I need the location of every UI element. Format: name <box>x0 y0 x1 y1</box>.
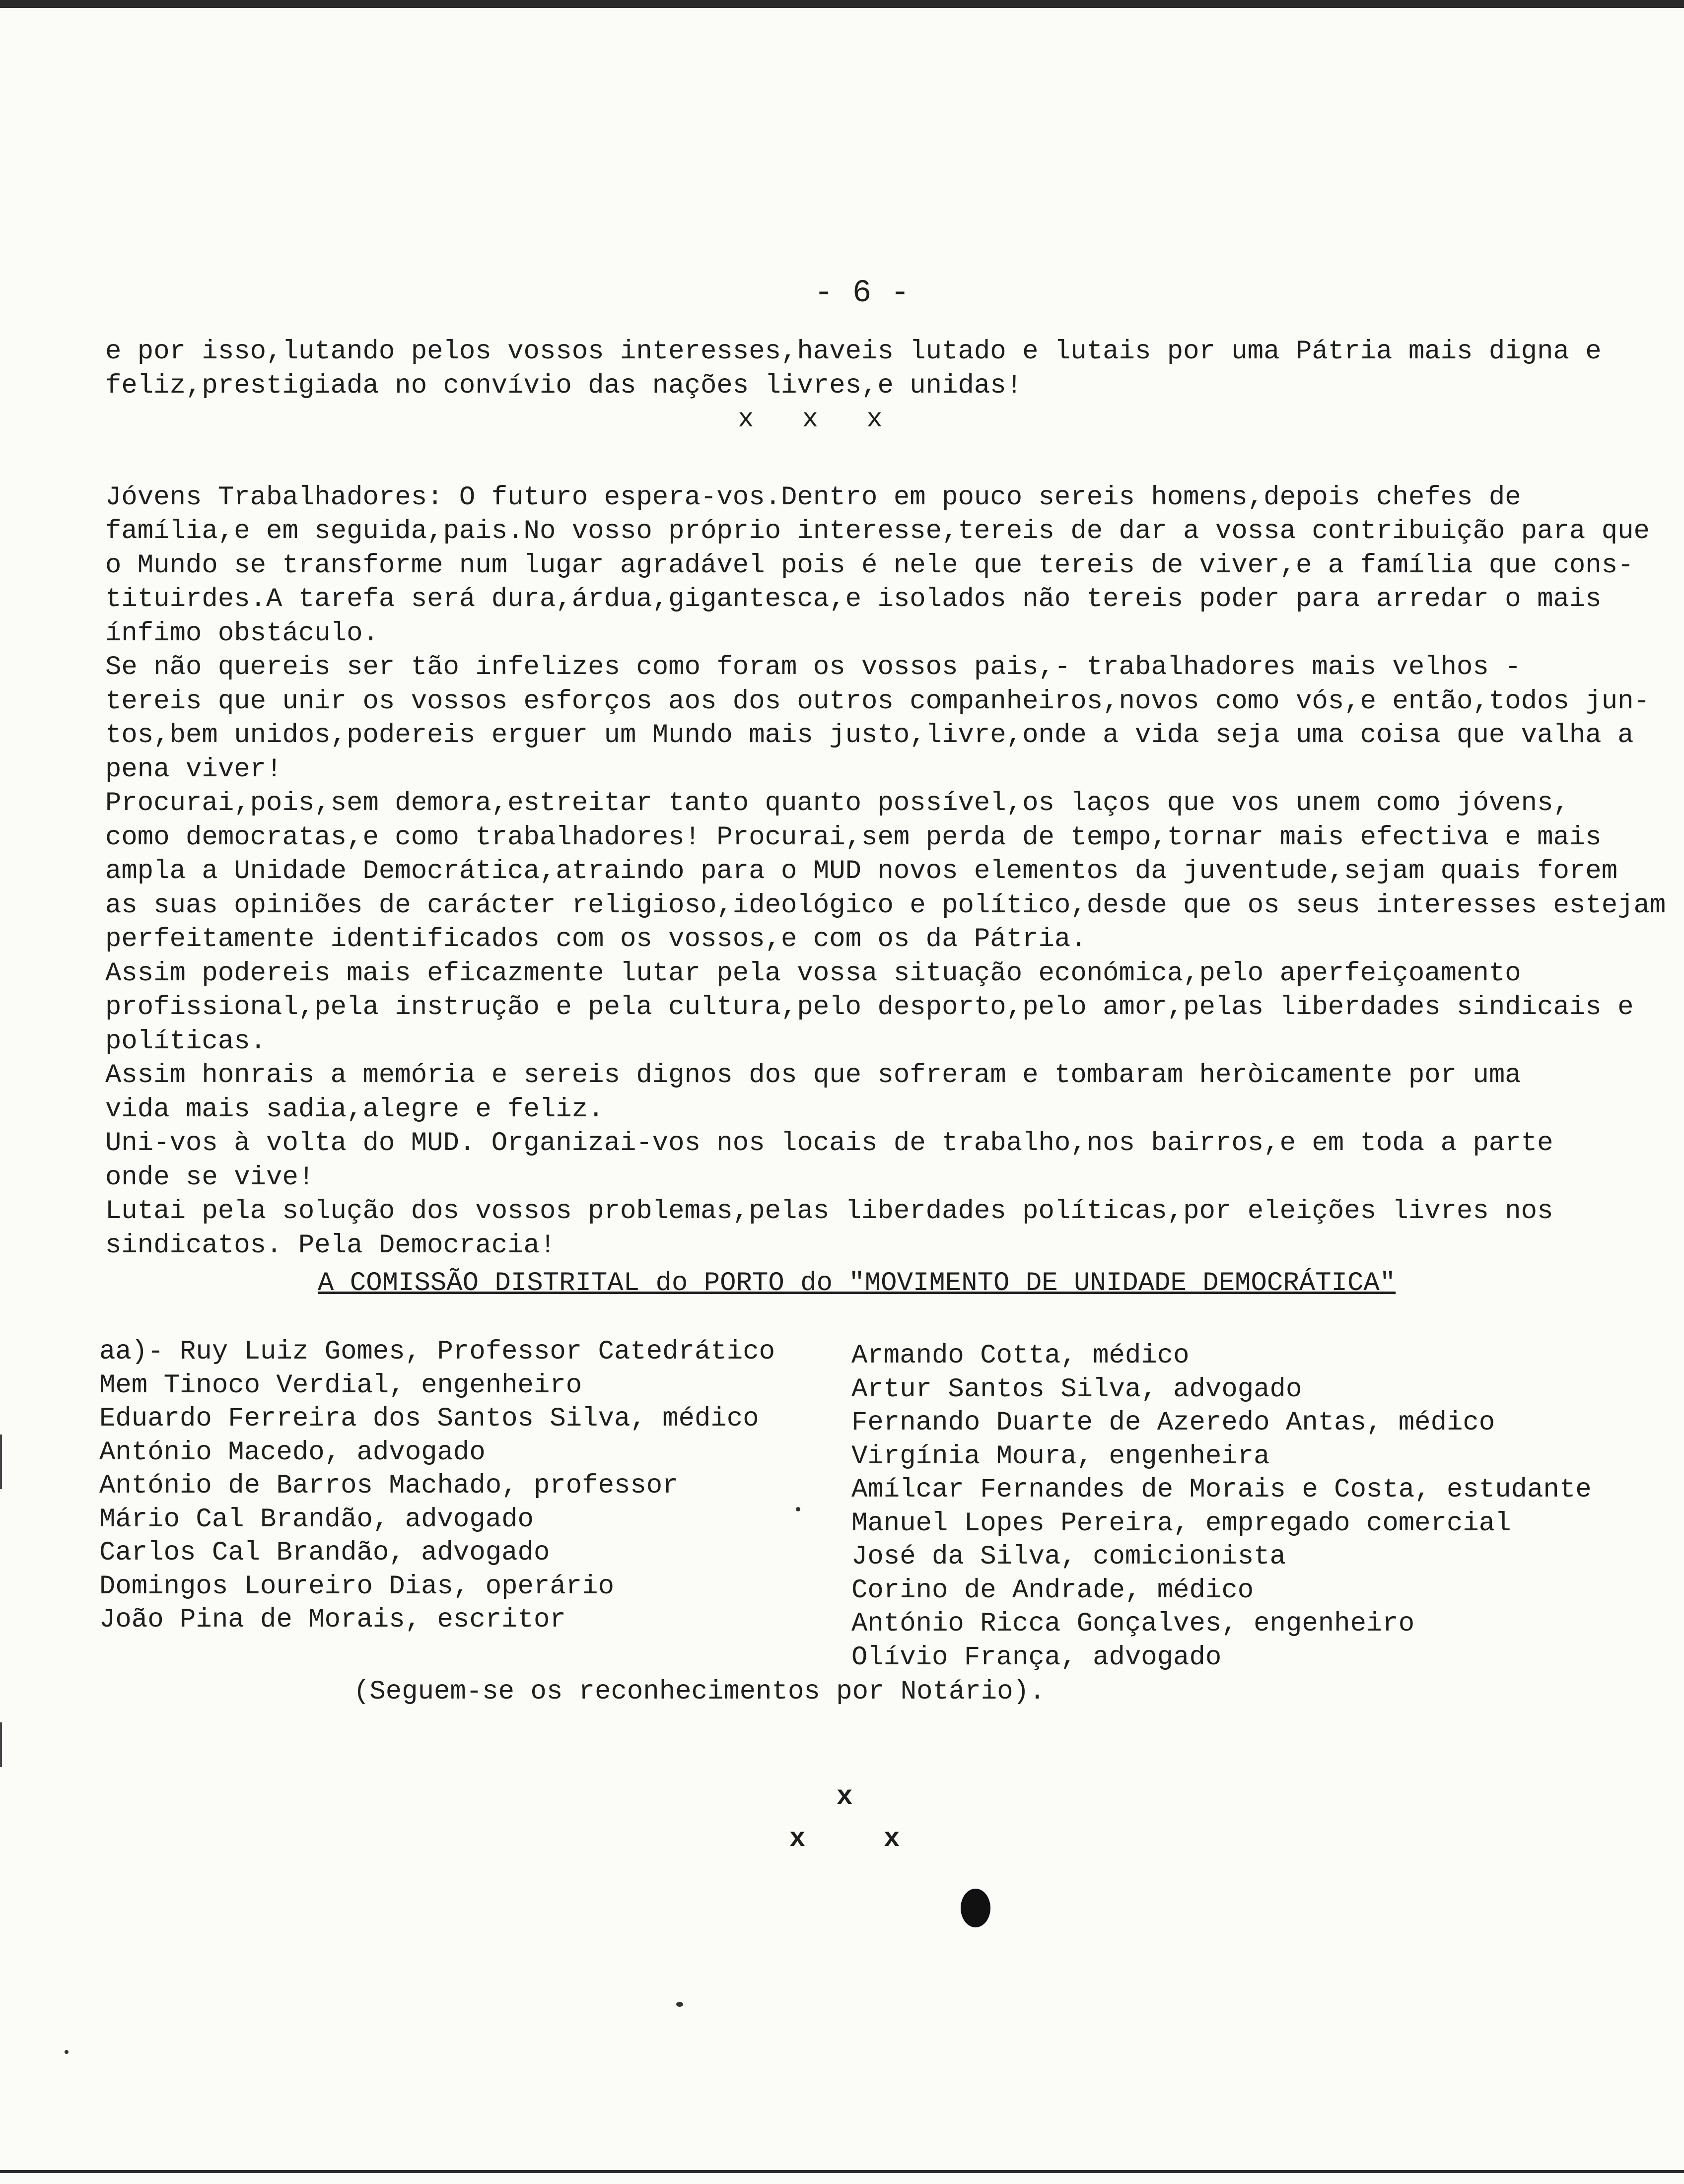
text-line: tos,bem unidos,podereis erguer um Mundo mais justo,livre,onde a vida seja uma coisa que valha a <box>105 720 1634 751</box>
signatories-heading: A COMISSÃO DISTRITAL do PORTO do "MOVIMENTO DE UNIDADE DEMOCRÁTICA" <box>318 1268 1396 1298</box>
text-line: Se não quereis ser tão infelizes como foram os vossos pais,- trabalhadores mais velhos - <box>105 652 1521 682</box>
text-line: Assim honrais a memória e sereis dignos dos que sofreram e tombaram heròicamente por uma <box>105 1060 1521 1091</box>
signatory: Manuel Lopes Pereira, empregado comercial <box>851 1508 1511 1539</box>
scan-bottom-edge <box>0 2170 1684 2173</box>
margin-mark <box>0 1722 2 1767</box>
signatory: Domingos Loureiro Dias, operário <box>99 1571 614 1602</box>
text-line: sindicatos. Pela Democracia! <box>105 1230 556 1261</box>
letter-body <box>105 335 1666 1263</box>
text-line: ampla a Unidade Democrática,atraindo para o MUD novos elementos da juventude,sejam quais forem <box>105 856 1618 887</box>
text-line: Jóvens Trabalhadores: O futuro espera-vos.Dentro em pouco sereis homens,depois chefes de <box>105 482 1521 513</box>
text-line: o Mundo se transforme num lugar agradável pois é nele que tereis de viver,e a família que cons- <box>105 550 1634 581</box>
text-line: as suas opiniões de carácter religioso,ideológico e político,desde que os seus interesses estejam <box>105 890 1666 921</box>
text-line: ínfimo obstáculo. <box>105 618 379 649</box>
signatory: Virgínia Moura, engenheira <box>851 1441 1270 1472</box>
signatory: Carlos Cal Brandão, advogado <box>99 1538 550 1568</box>
signatory: Mário Cal Brandão, advogado <box>99 1504 534 1535</box>
signatories-left-column <box>99 1335 819 1637</box>
text-line: tituirdes.A tarefa será dura,árdua,gigantesca,e isolados não tereis poder para arredar o mais <box>105 584 1602 614</box>
signatory: João Pina de Morais, escritor <box>99 1605 566 1635</box>
signatory: Fernando Duarte de Azeredo Antas, médico <box>851 1408 1495 1438</box>
signatory: Eduardo Ferreira dos Santos Silva, médico <box>99 1404 759 1434</box>
signatory: Olívio França, advogado <box>851 1642 1222 1673</box>
ink-speck <box>65 2050 69 2054</box>
signatory: Amílcar Fernandes de Morais e Costa, estudante <box>851 1475 1592 1505</box>
signatory: aa)- Ruy Luiz Gomes, Professor Catedrático <box>99 1337 775 1367</box>
text-line: políticas. <box>105 1026 267 1057</box>
signatory: Corino de Andrade, médico <box>851 1575 1254 1606</box>
signatory: António Macedo, advogado <box>99 1437 486 1468</box>
text-line: Lutai pela solução dos vossos problemas,pelas liberdades políticas,por eleições livres nos <box>105 1196 1553 1227</box>
end-mark-bottom-left: x <box>789 1824 806 1854</box>
text-line: pena viver! <box>105 754 282 785</box>
text-line: como democratas,e como trabalhadores! Procurai,sem perda de tempo,tornar mais efectiva e mais <box>105 822 1602 853</box>
text-line: Assim podereis mais eficazmente lutar pela vossa situação económica,pelo aperfeiçoamento <box>105 958 1521 989</box>
text-line: Uni-vos à volta do MUD. Organizai-vos nos locais de trabalho,nos bairros,e em toda a parte <box>105 1128 1553 1159</box>
signatory: Armando Cotta, médico <box>851 1341 1190 1371</box>
section-separator: x x x <box>738 405 883 435</box>
ink-speck <box>796 1507 800 1511</box>
signatories-right-column <box>851 1339 1626 1674</box>
text-line: família,e em seguida,pais.No vosso próprio interesse,tereis de dar a vossa contribuição para que <box>105 516 1650 546</box>
end-mark-top: x <box>837 1782 853 1812</box>
margin-mark <box>0 1434 2 1489</box>
scan-top-edge <box>0 0 1684 8</box>
ink-blot <box>961 1889 990 1927</box>
notary-note: (Seguem-se os reconhecimentos por Notário). <box>353 1677 1046 1707</box>
signatory: Artur Santos Silva, advogado <box>851 1374 1302 1405</box>
paragraph-gap <box>105 437 1595 481</box>
text-line: Procurai,pois,sem demora,estreitar tanto quanto possível,os laços que vos unem como jóvens, <box>105 788 1569 819</box>
text-line: perfeitamente identificados com os vossos,e com os da Pátria. <box>105 924 1087 955</box>
text-line: profissional,pela instrução e pela cultura,pelo desporto,pelo amor,pelas liberdades sindicais e <box>105 992 1634 1023</box>
page-number: - 6 - <box>814 275 910 311</box>
signatory: José da Silva, comicionista <box>851 1542 1286 1572</box>
ink-speck <box>676 2002 683 2007</box>
end-mark-bottom-right: x <box>884 1824 900 1854</box>
text-line: e por isso,lutando pelos vossos interesses,haveis lutado e lutais por uma Pátria mais digna e <box>105 337 1602 367</box>
text-line: feliz,prestigiada no convívio das nações livres,e unidas! <box>105 370 1023 401</box>
text-line: vida mais sadia,alegre e feliz. <box>105 1094 604 1125</box>
signatory: António Ricca Gonçalves, engenheiro <box>851 1609 1415 1639</box>
text-line: tereis que unir os vossos esforços aos dos outros companheiros,novos como vós,e então,todos jun- <box>105 686 1650 717</box>
signatory: António de Barros Machado, professor <box>99 1471 679 1501</box>
signatory: Mem Tinoco Verdial, engenheiro <box>99 1370 582 1401</box>
text-line: onde se vive! <box>105 1162 315 1193</box>
